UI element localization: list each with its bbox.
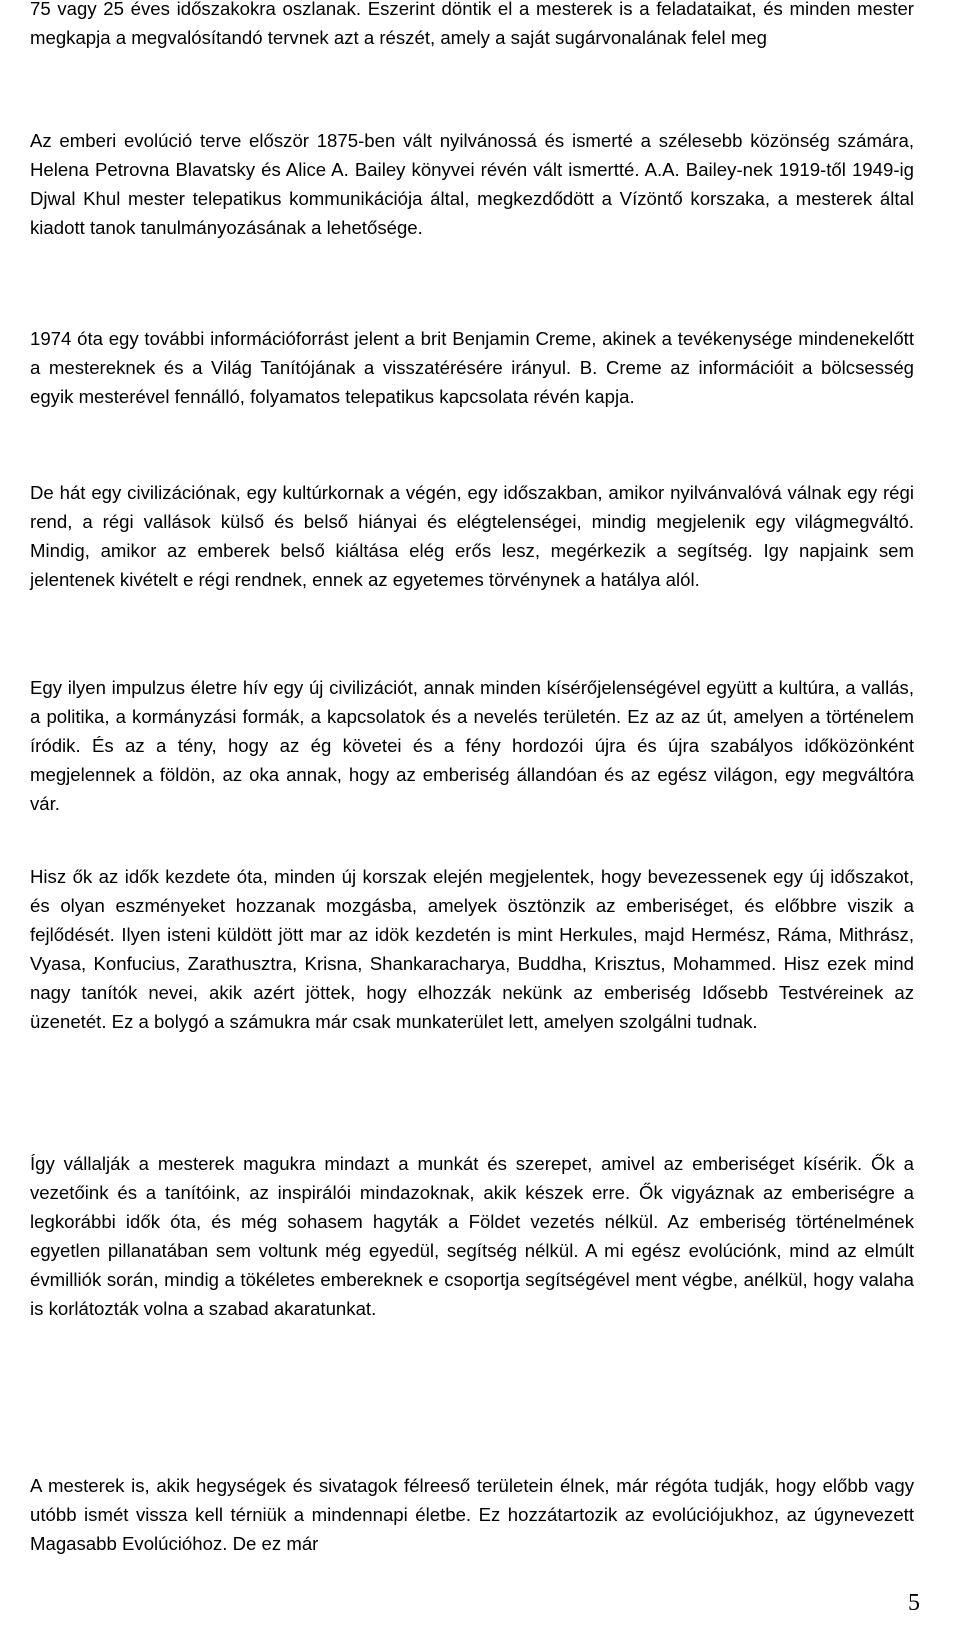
paragraph-benjamin-creme: 1974 óta egy további információforrást jelent a brit Benjamin Creme, akinek a tevékenysége mindenekelőtt a mestereknek és a Világ Tanítójának a visszatérésére irányul. B. Creme az információit a bölcsesség egyik mesterével fennálló, folyamatos telepatikus kapcsolata révén kapja. (30, 328, 914, 407)
paragraph-masters-role: Így vállalják a mesterek magukra mindazt a munkát és szerepet, amivel az emberiséget kísérik. Ők a vezetőink és a tanítóink, az inspirálói mindazoknak, akik készek erre. Ők vigyáznak az emberiségre a legkorábbi idők óta, és még sohasem hagyták a Földet vezetés nélkül. Az emberiség történelmének egyetlen pillanatában sem voltunk még egyedül, segítség nélkül. A mi egész evolúciónk, mind az elmúlt évmilliók során, mindig a tökéletes embereknek e csoportja segítségével ment végbe, anélkül, hogy valaha is korlátozták volna a szabad akaratunkat. (30, 1153, 914, 1319)
paragraph-new-civilization: Egy ilyen impulzus életre hív egy új civilizációt, annak minden kísérőjelenségével együtt a kultúra, a vallás, a politika, a kormányzási formák, a kapcsolatok és a nevelés területén. Ez az az út, amelyen a történelem íródik. És az a tény, hogy az ég követei és a fény hordozói újra és újra szabályos időközönként megjelennek a földön, az oka annak, hogy az emberiség állandóan és az egész világon, egy megváltóra vár. (30, 677, 914, 814)
paragraph-masters-return: A mesterek is, akik hegységek és sivatagok félreeső területein élnek, már régóta tudják, hogy előbb vagy utóbb ismét vissza kell térniük a mindennapi életbe. Ez hozzátartozik az evolúciójukhoz, az úgynevezett Magasabb Evolúcióhoz. De ez már (30, 1475, 914, 1554)
paragraph-world-plan-continuation: 75 vagy 25 éves időszakokra oszlanak. Eszerint döntik el a mesterek is a feladataikat, és minden mester megkapja a megvalósítandó tervnek azt a részét, amely a saját sugárvonalának felel meg (30, 0, 914, 48)
paragraph-great-teachers: Hisz ők az idők kezdete óta, minden új korszak elején megjelentek, hogy bevezessenek egy új időszakot, és olyan eszményeket hozzanak mozgásba, amelyek ösztönzik az emberiséget, és előbbre viszik a fejlődését. Ilyen isteni küldött jött mar az idök kezdetén is mint Herkules, majd Hermész, Ráma, Mithrász, Vyasa, Konfucius, Zarathusztra, Krisna, Shankaracharya, Buddha, Krisztus, Mohammed. Hisz ezek mind nagy tanítók nevei, akik azért jöttek, hogy elhozzák nekünk az emberiség Idősebb Testvéreinek az üzenetét. Ez a bolygó a számukra már csak munkaterület lett, amelyen szolgálni tudnak. (30, 866, 914, 1032)
paragraph-world-saviour: De hát egy civilizációnak, egy kultúrkornak a végén, egy időszakban, amikor nyilvánvalóvá válnak egy régi rend, a régi vallások külső és belső hiányai és elégtelenségei, mindig megjelenik egy világmegváltó. Mindig, amikor az emberek belső kiáltása elég erős lesz, megérkezik a segítség. Igy napjaink sem jelentenek kivételt e régi rendnek, ennek az egyetemes törvénynek a hatálya alól. (30, 482, 914, 590)
page-number: 5 (908, 1590, 920, 1616)
paragraph-evolution-plan: Az emberi evolúció terve először 1875-ben vált nyilvánossá és ismerté a szélesebb közönség számára, Helena Petrovna Blavatsky és Alice A. Bailey könyvei révén vált ismertté. A.A. Bailey-nek 1919-től 1949-ig Djwal Khul mester telepatikus kommunikációja által, megkezdődött a Vízöntő korszaka, a mesterek által kiadott tanok tanulmányozásának a lehetősége. (30, 130, 914, 238)
